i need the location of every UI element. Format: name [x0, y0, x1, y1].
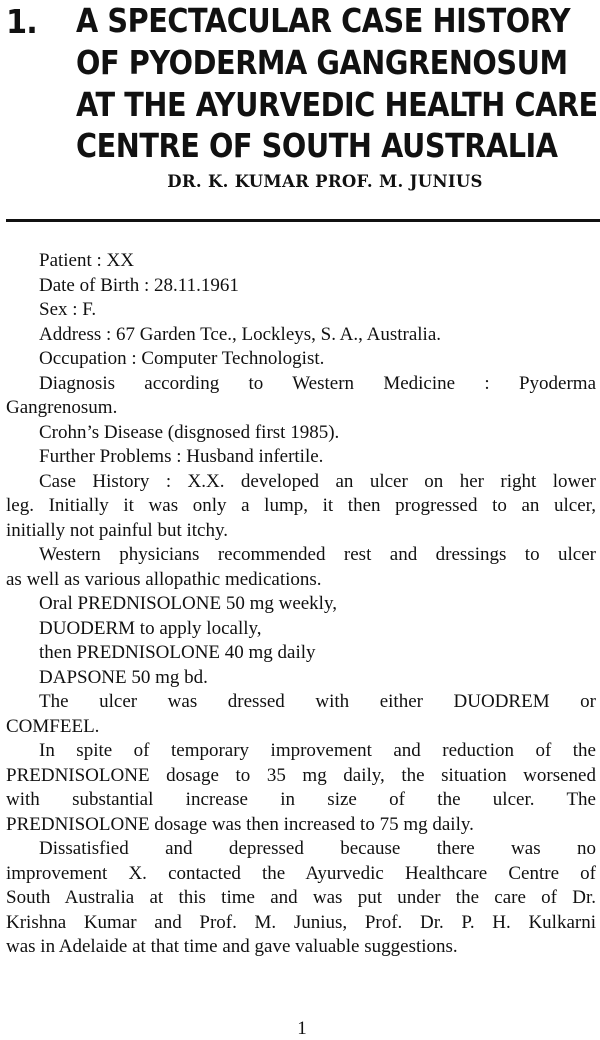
chapter-number: 1. — [6, 2, 37, 41]
chapter-title-line: OF PYODERMA GANGRENOSUM — [76, 43, 568, 82]
chapter-title-line: CENTRE OF SOUTH AUSTRALIA — [76, 126, 558, 165]
chapter-heading — [0, 1, 600, 165]
author-line: DR. K. KUMAR PROF. M. JUNIUS — [167, 172, 483, 191]
text-line: Gangrenosum. — [6, 397, 118, 418]
text-line: Krishna Kumar and Prof. M. Junius, Prof. Dr. P. H. Kulkarni — [6, 911, 596, 933]
text-line: DUODERM to apply locally, — [39, 617, 262, 639]
page-number: 1 — [297, 1018, 307, 1039]
chapter-title-line: AT THE AYURVEDIC HEALTH CARE — [76, 85, 598, 124]
text-line: improvement X. contacted the Ayurvedic Healthcare Centre of — [6, 862, 596, 884]
text-line: Occupation : Computer Technologist. — [39, 348, 325, 369]
text-line: Western physicians recommended rest and dressings to ulcer — [39, 544, 596, 565]
text-line: DAPSONE 50 mg bd. — [39, 666, 208, 688]
text-line: South Australia at this time and was put under the care of Dr. — [6, 887, 596, 908]
chapter-title-line: A SPECTACULAR CASE HISTORY — [76, 1, 571, 40]
heading-divider — [6, 219, 600, 222]
text-line: with substantial increase in size of the ulcer. The — [6, 789, 596, 810]
text-line: as well as various allopathic medications. — [6, 568, 322, 590]
text-line: The ulcer was dressed with either DUODREM or — [39, 691, 596, 712]
text-line: PREDNISOLONE dosage was then increased to 75 mg daily. — [6, 813, 474, 835]
text-line: initially not painful but itchy. — [6, 519, 228, 541]
text-line: Case History : X.X. developed an ulcer on her right lower — [39, 470, 596, 492]
text-line: PREDNISOLONE dosage to 35 mg daily, the situation worsened — [6, 764, 596, 786]
text-line: COMFEEL. — [6, 715, 100, 737]
text-line: Patient : XX — [39, 250, 134, 271]
text-line: Oral PREDNISOLONE 50 mg weekly, — [39, 593, 337, 614]
text-line: Dissatisfied and depressed because there was no — [39, 838, 596, 859]
text-line: was in Adelaide at that time and gave valuable suggestions. — [6, 936, 458, 957]
text-line: Date of Birth : 28.11.1961 — [39, 274, 239, 296]
text-line: Crohn’s Disease (disgnosed first 1985). — [39, 421, 340, 443]
text-line: Sex : F. — [39, 299, 97, 320]
text-line: In spite of temporary improvement and reduction of the — [39, 740, 596, 761]
text-line: Further Problems : Husband infertile. — [39, 446, 324, 467]
text-line: Address : 67 Garden Tce., Lockleys, S. A., Australia. — [39, 323, 441, 345]
text-line: then PREDNISOLONE 40 mg daily — [39, 642, 316, 663]
text-line: leg. Initially it was only a lump, it then progressed to an ulcer, — [6, 495, 596, 516]
text-line: Diagnosis according to Western Medicine : Pyoderma — [39, 372, 596, 394]
case-history-body — [6, 249, 596, 960]
